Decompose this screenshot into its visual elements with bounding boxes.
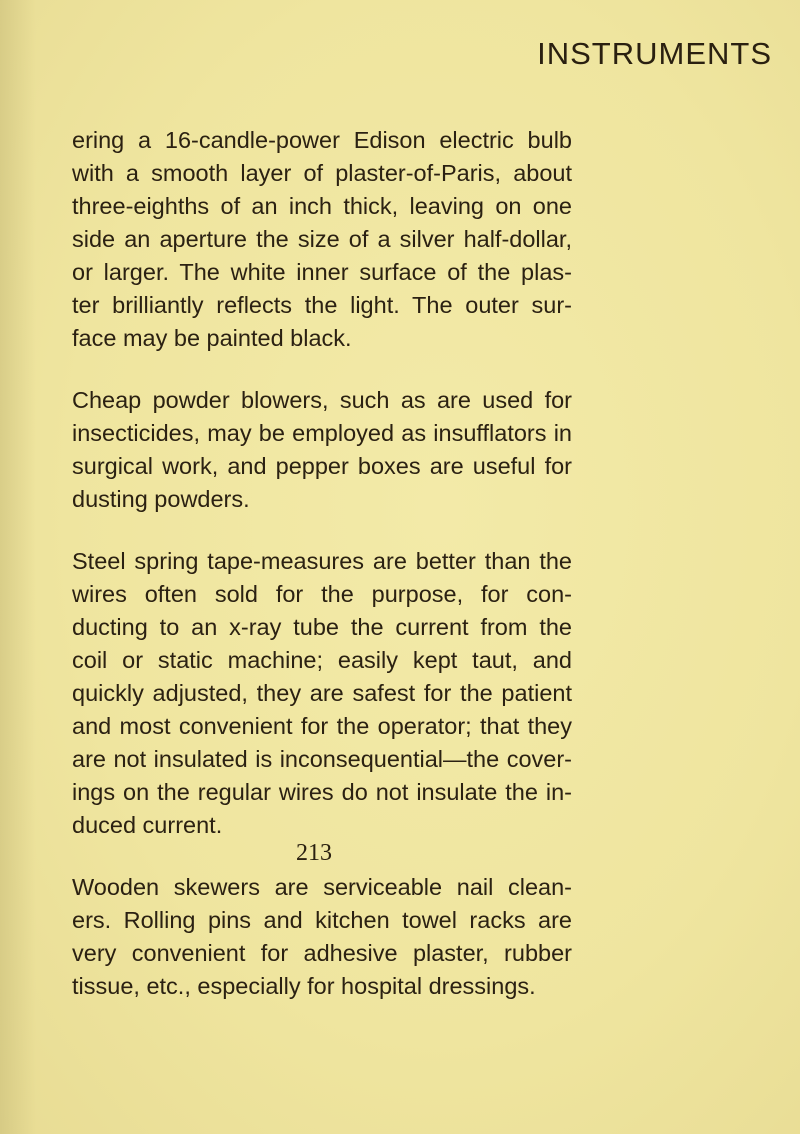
page-number: 213 — [296, 840, 332, 866]
text-line: face may be painted black. — [72, 325, 352, 351]
gutter-shadow — [0, 0, 36, 1134]
paragraph-2 — [72, 384, 572, 516]
text-line: Cheap powder blowers, such as are used for — [72, 387, 572, 413]
text-line: three-eighths of an inch thick, leaving on one — [72, 193, 572, 219]
body-text — [72, 124, 572, 1032]
paragraph-1 — [72, 124, 572, 355]
text-line: ers. Rolling pins and kitchen towel racks are — [72, 907, 572, 933]
paragraph-4 — [72, 871, 572, 1003]
text-line: ter brilliantly reflects the light. The outer sur- — [72, 292, 572, 318]
text-line: tissue, etc., especially for hospital dressings. — [72, 973, 536, 999]
text-line: are not insulated is inconsequential—the cover- — [72, 746, 572, 772]
text-line: and most convenient for the operator; that they — [72, 713, 572, 739]
text-line: Wooden skewers are serviceable nail clean- — [72, 874, 572, 900]
text-line: duced current. — [72, 812, 223, 838]
text-line: surgical work, and pepper boxes are useful for — [72, 453, 572, 479]
paragraph-3 — [72, 545, 572, 842]
text-line: ings on the regular wires do not insulate the in- — [72, 779, 572, 805]
text-line: with a smooth layer of plaster-of-Paris, about — [72, 160, 572, 186]
text-line: coil or static machine; easily kept taut, and — [72, 647, 572, 673]
running-head: INSTRUMENTS — [537, 36, 772, 71]
text-line: insecticides, may be employed as insufflators in — [72, 420, 572, 446]
text-line: or larger. The white inner surface of the plas- — [72, 259, 572, 285]
text-line: ducting to an x-ray tube the current from the — [72, 614, 572, 640]
text-line: quickly adjusted, they are safest for the patient — [72, 680, 572, 706]
text-line: very convenient for adhesive plaster, rubber — [72, 940, 572, 966]
text-line: side an aperture the size of a silver half-dollar, — [72, 226, 572, 252]
text-line: dusting powders. — [72, 486, 250, 512]
text-line: Steel spring tape-measures are better than the — [72, 548, 572, 574]
text-line: ering a 16-candle-power Edison electric bulb — [72, 127, 572, 153]
text-line: wires often sold for the purpose, for con- — [72, 581, 572, 607]
